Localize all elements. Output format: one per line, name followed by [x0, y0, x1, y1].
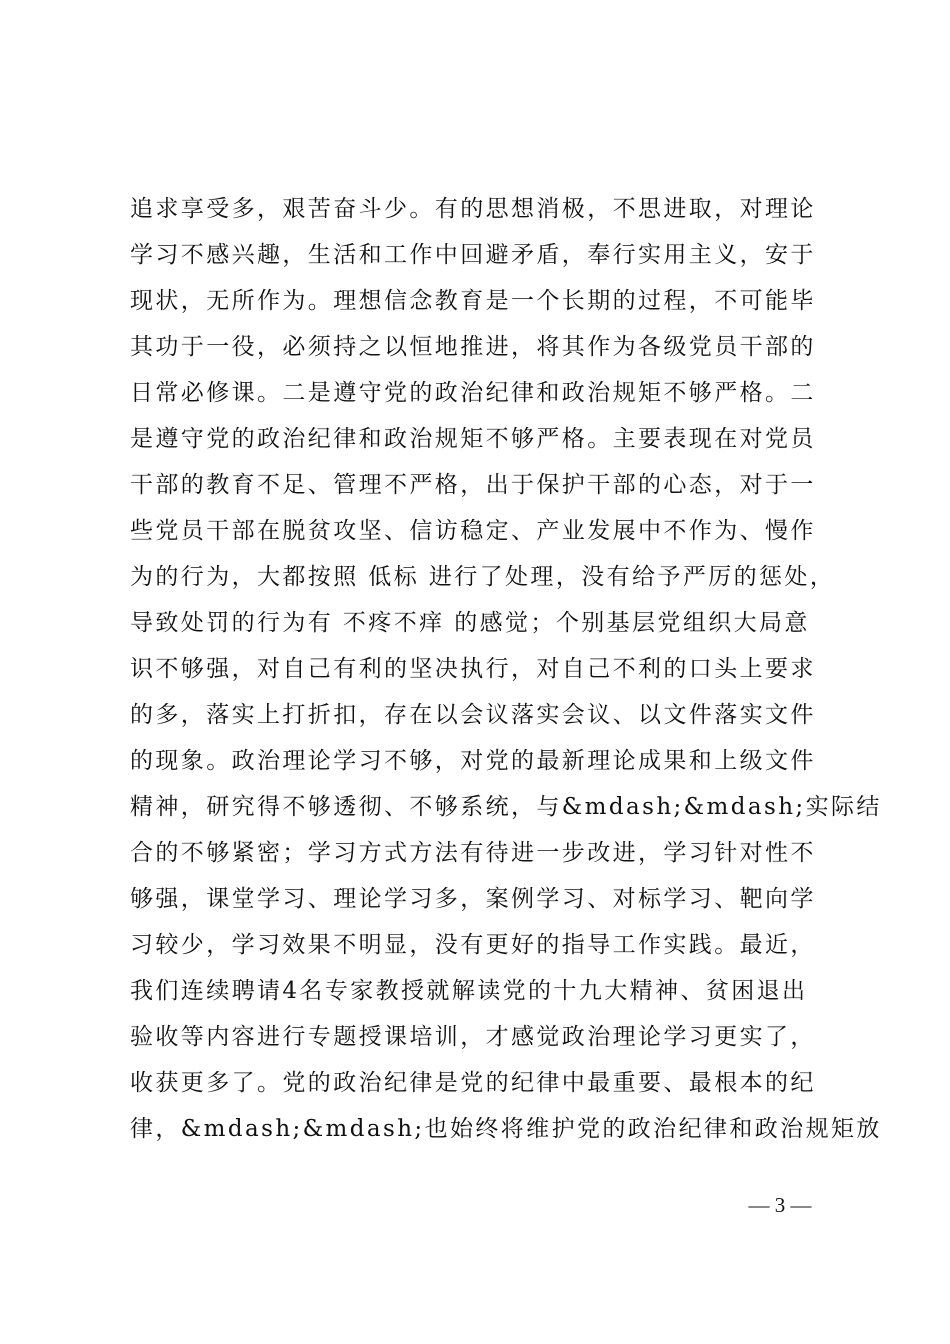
text-line: 现状，无所作为。理想信念教育是一个长期的过程，不可能毕	[130, 288, 816, 314]
text-line: 学习不感兴趣，生活和工作中回避矛盾，奉行实用主义，安于	[130, 242, 816, 268]
text-line: 合的不够紧密；学习方式方法有待进一步改进，学习针对性不	[130, 840, 816, 866]
text-line: 干部的教育不足、管理不严格，出于保护干部的心态，对于一	[130, 472, 816, 498]
text-line: 些党员干部在脱贫攻坚、信访稳定、产业发展中不作为、慢作	[130, 518, 816, 544]
text-line: 习较少，学习效果不明显，没有更好的指导工作实践。最近，	[130, 932, 816, 958]
text-line: 的多，落实上打折扣，存在以会议落实会议、以文件落实文件	[130, 702, 816, 728]
text-line: 为的行为，大都按照 低标 进行了处理，没有给予严厉的惩处，	[130, 564, 836, 590]
text-line: 够强，课堂学习、理论学习多，案例学习、对标学习、靶向学	[130, 886, 816, 912]
text-line: 追求享受多，艰苦奋斗少。有的思想消极，不思进取，对理论	[130, 196, 816, 222]
text-line: 的现象。政治理论学习不够，对党的最新理论成果和上级文件	[130, 748, 816, 774]
text-line: 其功于一役，必须持之以恒地推进，将其作为各级党员干部的	[130, 334, 816, 360]
text-line: 收获更多了。党的政治纪律是党的纪律中最重要、最根本的纪	[130, 1070, 816, 1096]
text-line: 是遵守党的政治纪律和政治规矩不够严格。主要表现在对党员	[130, 426, 816, 452]
text-line: 导致处罚的行为有 不疼不痒 的感觉；个别基层党组织大局意	[130, 610, 810, 636]
body-paragraph	[130, 186, 882, 1152]
text-line: 律，&mdash;&mdash;也始终将维护党的政治纪律和政治规矩放	[130, 1116, 882, 1142]
text-line: 验收等内容进行专题授课培训，才感觉政治理论学习更实了，	[130, 1024, 816, 1050]
page-number: — 3 —	[748, 1193, 812, 1217]
text-line: 识不够强，对自己有利的坚决执行，对自己不利的口头上要求	[130, 656, 816, 682]
text-line: 日常必修课。二是遵守党的政治纪律和政治规矩不够严格。二	[130, 380, 816, 406]
text-line: 精神，研究得不够透彻、不够系统，与&mdash;&mdash;实际结	[130, 794, 882, 820]
text-line: 我们连续聘请4名专家教授就解读党的十九大精神、贫困退出	[130, 978, 808, 1004]
